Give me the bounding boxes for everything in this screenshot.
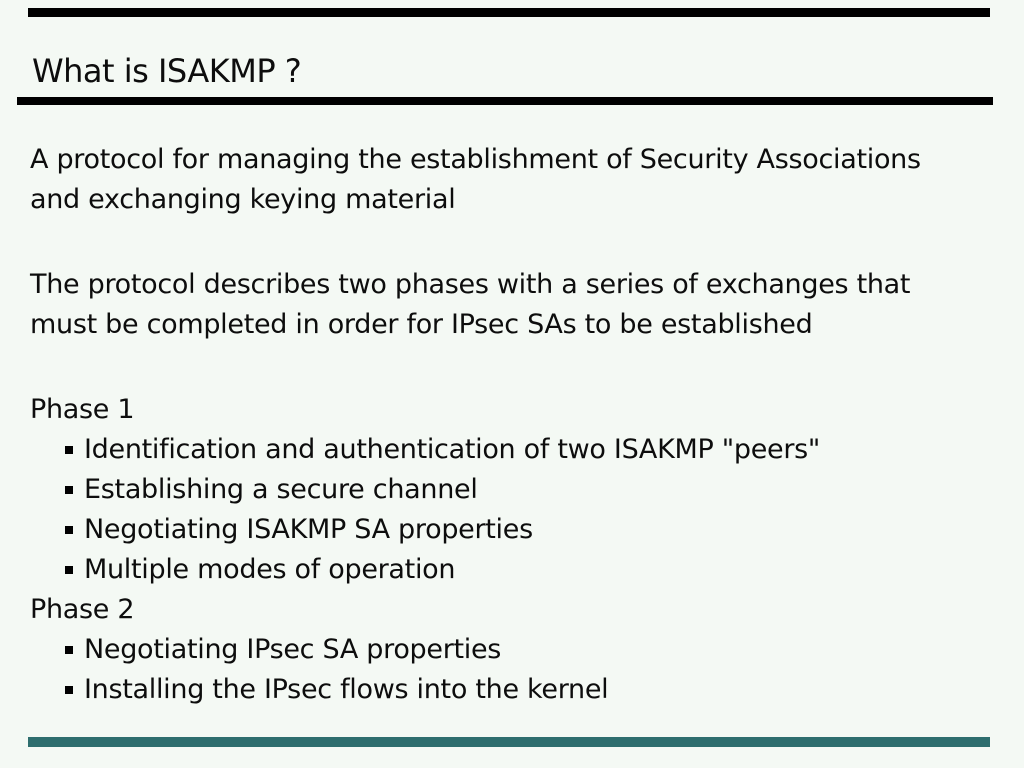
list-item-text: Establishing a secure channel xyxy=(84,474,478,505)
title-underline-rule xyxy=(17,97,993,105)
slide-body xyxy=(30,140,1004,710)
list-item xyxy=(30,670,1004,710)
paragraph-2 xyxy=(30,265,1004,345)
bottom-accent-bar xyxy=(28,737,990,747)
list-item-text: Negotiating ISAKMP SA properties xyxy=(84,514,533,545)
list-item-text: Negotiating IPsec SA properties xyxy=(84,634,502,665)
section-phase-1 xyxy=(30,390,1004,590)
list-item xyxy=(30,510,1004,550)
list-item xyxy=(30,550,1004,590)
bullet-square-icon xyxy=(65,686,73,694)
paragraph-2-line-2: must be completed in order for IPsec SAs to be established xyxy=(30,309,813,340)
bullet-square-icon xyxy=(65,486,73,494)
section-phase-2 xyxy=(30,590,1004,710)
page-title: What is ISAKMP ? xyxy=(32,52,302,90)
list-item xyxy=(30,430,1004,470)
top-accent-bar xyxy=(28,8,990,17)
phase-2-heading: Phase 2 xyxy=(30,594,135,625)
paragraph-2-line-1: The protocol describes two phases with a series of exchanges that xyxy=(30,269,911,300)
list-item-text: Installing the IPsec flows into the kernel xyxy=(84,674,609,705)
list-item-text: Identification and authentication of two ISAKMP "peers" xyxy=(84,434,821,465)
list-item xyxy=(30,470,1004,510)
phase-1-heading: Phase 1 xyxy=(30,394,135,425)
list-item-text: Multiple modes of operation xyxy=(84,554,456,585)
paragraph-1 xyxy=(30,140,1004,220)
paragraph-1-line-2: and exchanging keying material xyxy=(30,184,456,215)
bullet-square-icon xyxy=(65,446,73,454)
bullet-square-icon xyxy=(65,526,73,534)
paragraph-1-line-1: A protocol for managing the establishment of Security Associations xyxy=(30,144,921,175)
bullet-square-icon xyxy=(65,566,73,574)
bullet-square-icon xyxy=(65,646,73,654)
list-item xyxy=(30,630,1004,670)
phase-1-list xyxy=(30,430,1004,590)
phase-2-list xyxy=(30,630,1004,710)
